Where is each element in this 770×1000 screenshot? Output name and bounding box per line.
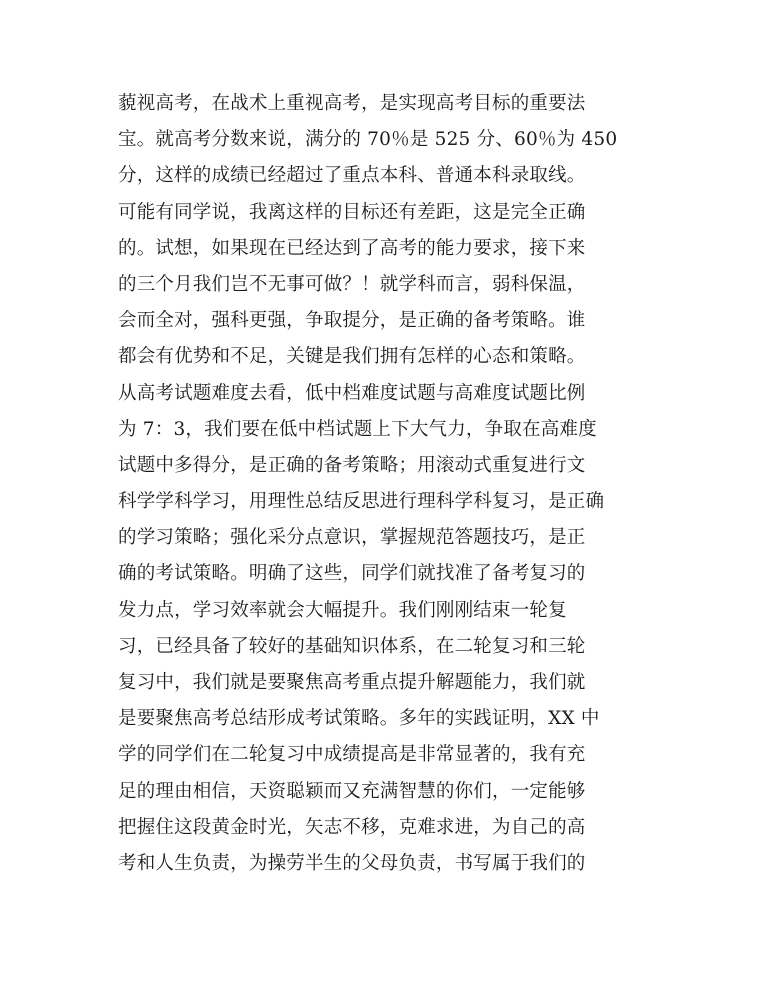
text-line: 宝。就高考分数来说，满分的 70％是 525 分、60％为 450 [118,129,618,151]
text-line: 试题中多得分，是正确的备考策略；用滚动式重复进行文 [118,454,586,476]
text-line: 足的理由相信，天资聪颖而又充满智慧的你们，一定能够 [118,780,586,802]
text-line: 确的考试策略。明确了这些，同学们就找准了备考复习的 [118,563,586,585]
text-line: 会而全对，强科更强，争取提分，是正确的备考策略。谁 [118,310,586,332]
text-line: 发力点，学习效率就会大幅提升。我们刚刚结束一轮复 [118,599,567,621]
text-line: 考和人生负责，为操劳半生的父母负责，书写属于我们的 [118,852,586,874]
text-line: 为 7：3，我们要在低中档试题上下大气力，争取在高难度 [118,418,597,440]
text-line: 的三个月我们岂不无事可做？！就学科而言，弱科保温， [118,273,586,295]
body-text [118,86,658,882]
text-line: 科学学科学习，用理性总结反思进行理科学科复习，是正确 [118,491,605,513]
text-line: 学的同学们在二轮复习中成绩提高是非常显著的，我有充 [118,744,586,766]
text-line: 把握住这段黄金时光，矢志不移，克难求进，为自己的高 [118,816,586,838]
text-line: 复习中，我们就是要聚焦高考重点提升解题能力，我们就 [118,672,586,693]
text-line: 的学习策略；强化采分点意识，掌握规范答题技巧，是正 [118,527,586,549]
text-line: 是要聚焦高考总结形成考试策略。多年的实践证明，XX 中 [118,708,600,730]
text-line: 的。试想，如果现在已经达到了高考的能力要求，接下来 [118,237,586,259]
text-line: 从高考试题难度去看，低中档难度试题与高难度试题比例 [118,382,586,404]
text-line: 都会有优势和不足，关键是我们拥有怎样的心态和策略。 [118,346,586,368]
text-line: 习，已经具备了较好的基础知识体系，在二轮复习和三轮 [118,635,586,657]
text-line: 可能有同学说，我离这样的目标还有差距，这是完全正确 [118,201,586,223]
text-line: 分，这样的成绩已经超过了重点本科、普通本科录取线。 [118,165,586,187]
text-line: 藐视高考，在战术上重视高考，是实现高考目标的重要法 [118,93,586,114]
